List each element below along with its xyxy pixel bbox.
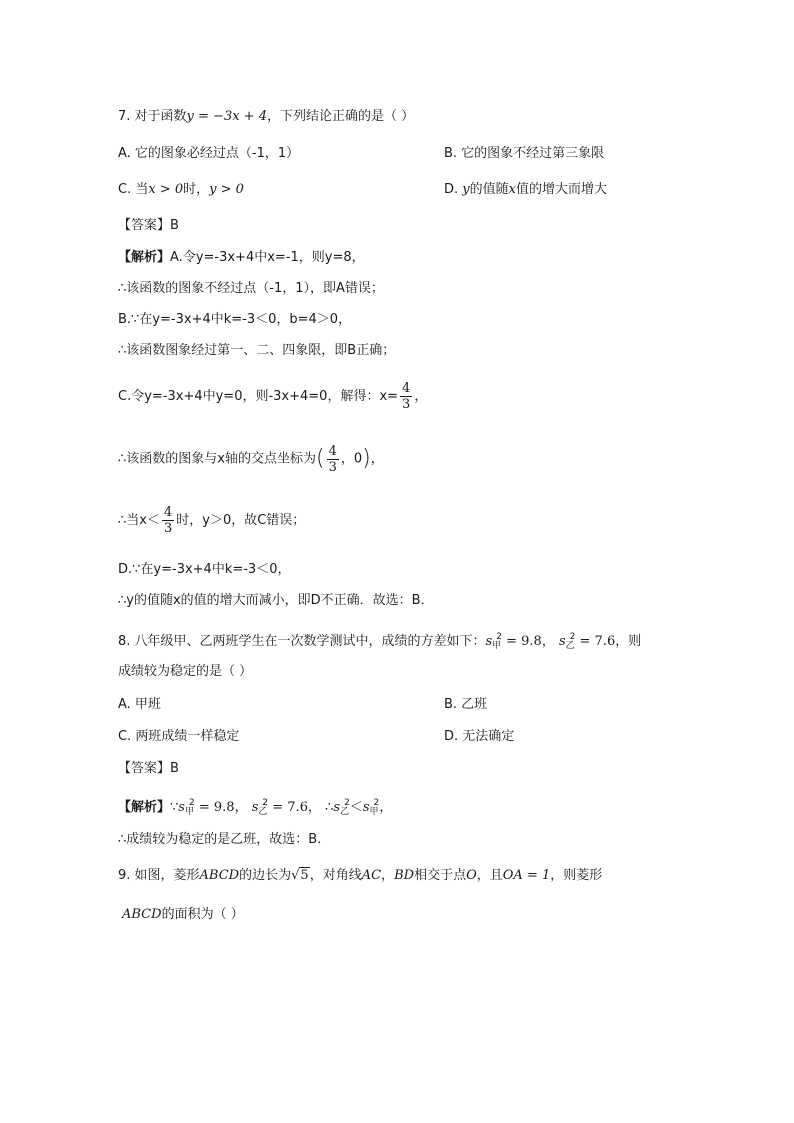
rhombus-name: ABCD [199, 868, 240, 883]
oa-length: OA = 1 [502, 868, 551, 883]
sub-yi: 乙 [565, 641, 575, 651]
q9-area-text: 的面积为（ ） [161, 907, 244, 922]
sup-two: 2 [373, 798, 380, 808]
variance-yi: = 7.6 [579, 634, 616, 649]
q7-option-a: A. 它的图象必经过点（-1，1） [118, 146, 300, 161]
frac-denominator: 3 [163, 521, 173, 536]
q9-diagonal-text: ，对角线 [309, 868, 362, 883]
sqrt-radicand: 5 [300, 868, 309, 883]
q7-option-d [444, 180, 607, 200]
q7-option-c [118, 180, 244, 200]
sup-two: 2 [262, 798, 269, 808]
s-jia-symbol: s [485, 634, 493, 649]
s-jia-symbol: s [178, 800, 185, 815]
because-symbol: ∵ [170, 800, 179, 815]
q9-intersect-text: 相交于点 [414, 868, 467, 883]
left-paren: ( [315, 446, 325, 471]
q7-option-d-label: D. [444, 182, 459, 197]
q7-stem-text: 7. 对于函数 [118, 109, 187, 124]
q7-function-expr: y = −3x + 4 [186, 109, 267, 124]
q8-option-a: A. 甲班 [118, 697, 161, 712]
q9-stem-side-text: 的边长为 [239, 868, 292, 883]
sub-jia: 甲 [492, 641, 502, 651]
q7-option-d-y: y [462, 182, 470, 197]
q8-explanation-2: ∴成绩较为稳定的是乙班，故选：B． [118, 832, 331, 847]
fraction-four-thirds [162, 505, 174, 536]
q7-explanation-8: D.∵在y=-3x+4中k=-3＜0， [118, 562, 291, 577]
sub-yi: 乙 [340, 807, 350, 817]
variance-yi: = 7.6 [272, 800, 308, 815]
q7-option-d-text1: 的值随 [469, 182, 509, 197]
sqrt-five: √5 [291, 868, 309, 883]
q8-stem-text: 8. 八年级甲、乙两班学生在一次数学测试中，成绩的方差如下： [118, 634, 486, 649]
therefore-symbol: ∴ [325, 800, 334, 815]
fraction-four-thirds [400, 381, 412, 412]
s-yi-symbol: s [333, 800, 341, 815]
q7-stem [118, 107, 414, 127]
sup-two: 2 [569, 632, 576, 642]
point-o: O [466, 868, 477, 883]
frac-numerator: 4 [402, 381, 411, 396]
q7-explanation-4: ∴该函数图象经过第一、二、四象限，即B正确； [118, 343, 396, 358]
frac-numerator: 4 [163, 505, 173, 520]
q9-stem-2 [122, 905, 244, 925]
q7-stem-tail: ，下列结论正确的是（ ） [266, 109, 415, 124]
q7-explanation-9: ∴y的值随x的值的增大而减小，即D不正确．故选：B． [118, 593, 434, 608]
sub-jia: 甲 [184, 807, 194, 817]
q7-answer: 【答案】B [118, 218, 179, 233]
frac-numerator: 4 [328, 443, 337, 459]
q7-explanation-label: 【解析】 [118, 250, 171, 265]
s-yi-symbol: s [251, 800, 259, 815]
q7-explanation-7 [118, 504, 305, 538]
q8-answer: 【答案】B [118, 761, 179, 776]
q8-option-d: D. 无法确定 [444, 729, 515, 744]
diagonal-bd: BD [394, 868, 415, 883]
sub-yi: 乙 [258, 807, 268, 817]
q7-explanation-1-text: A.令y=-3x+4中x=-1，则y=8， [170, 250, 365, 265]
q8-explanation-label: 【解析】 [118, 800, 171, 815]
diagonal-ac: AC [361, 868, 382, 883]
s-yi-symbol: s [558, 634, 566, 649]
q7-explanation-5-tail: ， [414, 389, 428, 404]
s-jia-symbol: s [362, 800, 370, 815]
q9-stem-text: 9. 如图，菱形 [118, 868, 200, 883]
q7-option-d-x: x [508, 182, 517, 197]
frac-denominator: 3 [402, 397, 411, 412]
q7-option-d-text2: 值的增大而增大 [516, 182, 608, 197]
q7-explanation-2: ∴该函数的图象不经过点（-1，1），即A错误； [118, 281, 384, 296]
q9-condition-text: ，且 [476, 868, 503, 883]
q7-option-c-label: C. 当 [118, 182, 149, 197]
q9-stem-1: 9. 如图，菱形ABCD的边长为√5，对角线AC，BD相交于点O，且OA = 1，则菱形 [118, 868, 603, 883]
q8-stem-1: 8. 八年级甲、乙两班学生在一次数学测试中，成绩的方差如下：$s_甲^2 = 9.8$， $s_乙^2 = 7.6$，则 [118, 632, 642, 651]
q9-then-text: ，则菱形 [550, 868, 603, 883]
rhombus-name: ABCD [122, 907, 162, 922]
q7-option-b: B. 它的图象不经过第三象限 [444, 146, 605, 161]
sub-jia: 甲 [369, 807, 379, 817]
q7-explanation-5-text: C.令y=-3x+4中y=0，则-3x+4=0，解得：x= [118, 389, 399, 404]
sup-two: 2 [188, 798, 195, 808]
q8-option-b: B. 乙班 [444, 697, 488, 712]
frac-denominator: 3 [328, 459, 337, 475]
q7-explanation-6: ∴该函数的图象与x轴的交点坐标为( $\frac{4}{3}$ ，0)， [118, 443, 384, 475]
sup-two: 2 [344, 798, 350, 808]
sup-two: 2 [496, 632, 502, 642]
q8-stem-tail: ，则 [615, 634, 642, 649]
q7-explanation-7-text: ∴当x＜ [118, 513, 160, 528]
q7-explanation-6-tail: ，0 [340, 451, 363, 467]
q7-explanation-7-tail: 时，y＞0，故C错误； [176, 513, 306, 528]
q7-option-c-mid: 时， [183, 182, 210, 197]
q8-explanation-1: 【解析】$\because s_甲^2 = 9.8$， $s_乙^2 = 7.6$， $\therefore s_乙^2<s_甲^2$， [118, 798, 393, 817]
variance-jia: = 9.8 [506, 634, 542, 649]
variance-jia: = 9.8 [198, 800, 235, 815]
q7-option-c-cond: x > 0 [148, 182, 184, 197]
q7-explanation-6-text: ∴该函数的图象与x轴的交点坐标为 [118, 451, 316, 467]
q7-option-c-result: y > 0 [209, 182, 244, 197]
fraction-four-thirds [327, 444, 339, 475]
q8-stem-2: 成绩较为稳定的是（ ） [118, 664, 253, 679]
right-paren: ) [362, 446, 371, 471]
q8-option-c: C. 两班成绩一样稳定 [118, 729, 240, 744]
q7-explanation-3: B.∵在y=-3x+4中k=-3＜0，b=4＞0， [118, 312, 352, 327]
q7-explanation-1 [118, 248, 365, 268]
q7-explanation-5 [118, 380, 427, 414]
